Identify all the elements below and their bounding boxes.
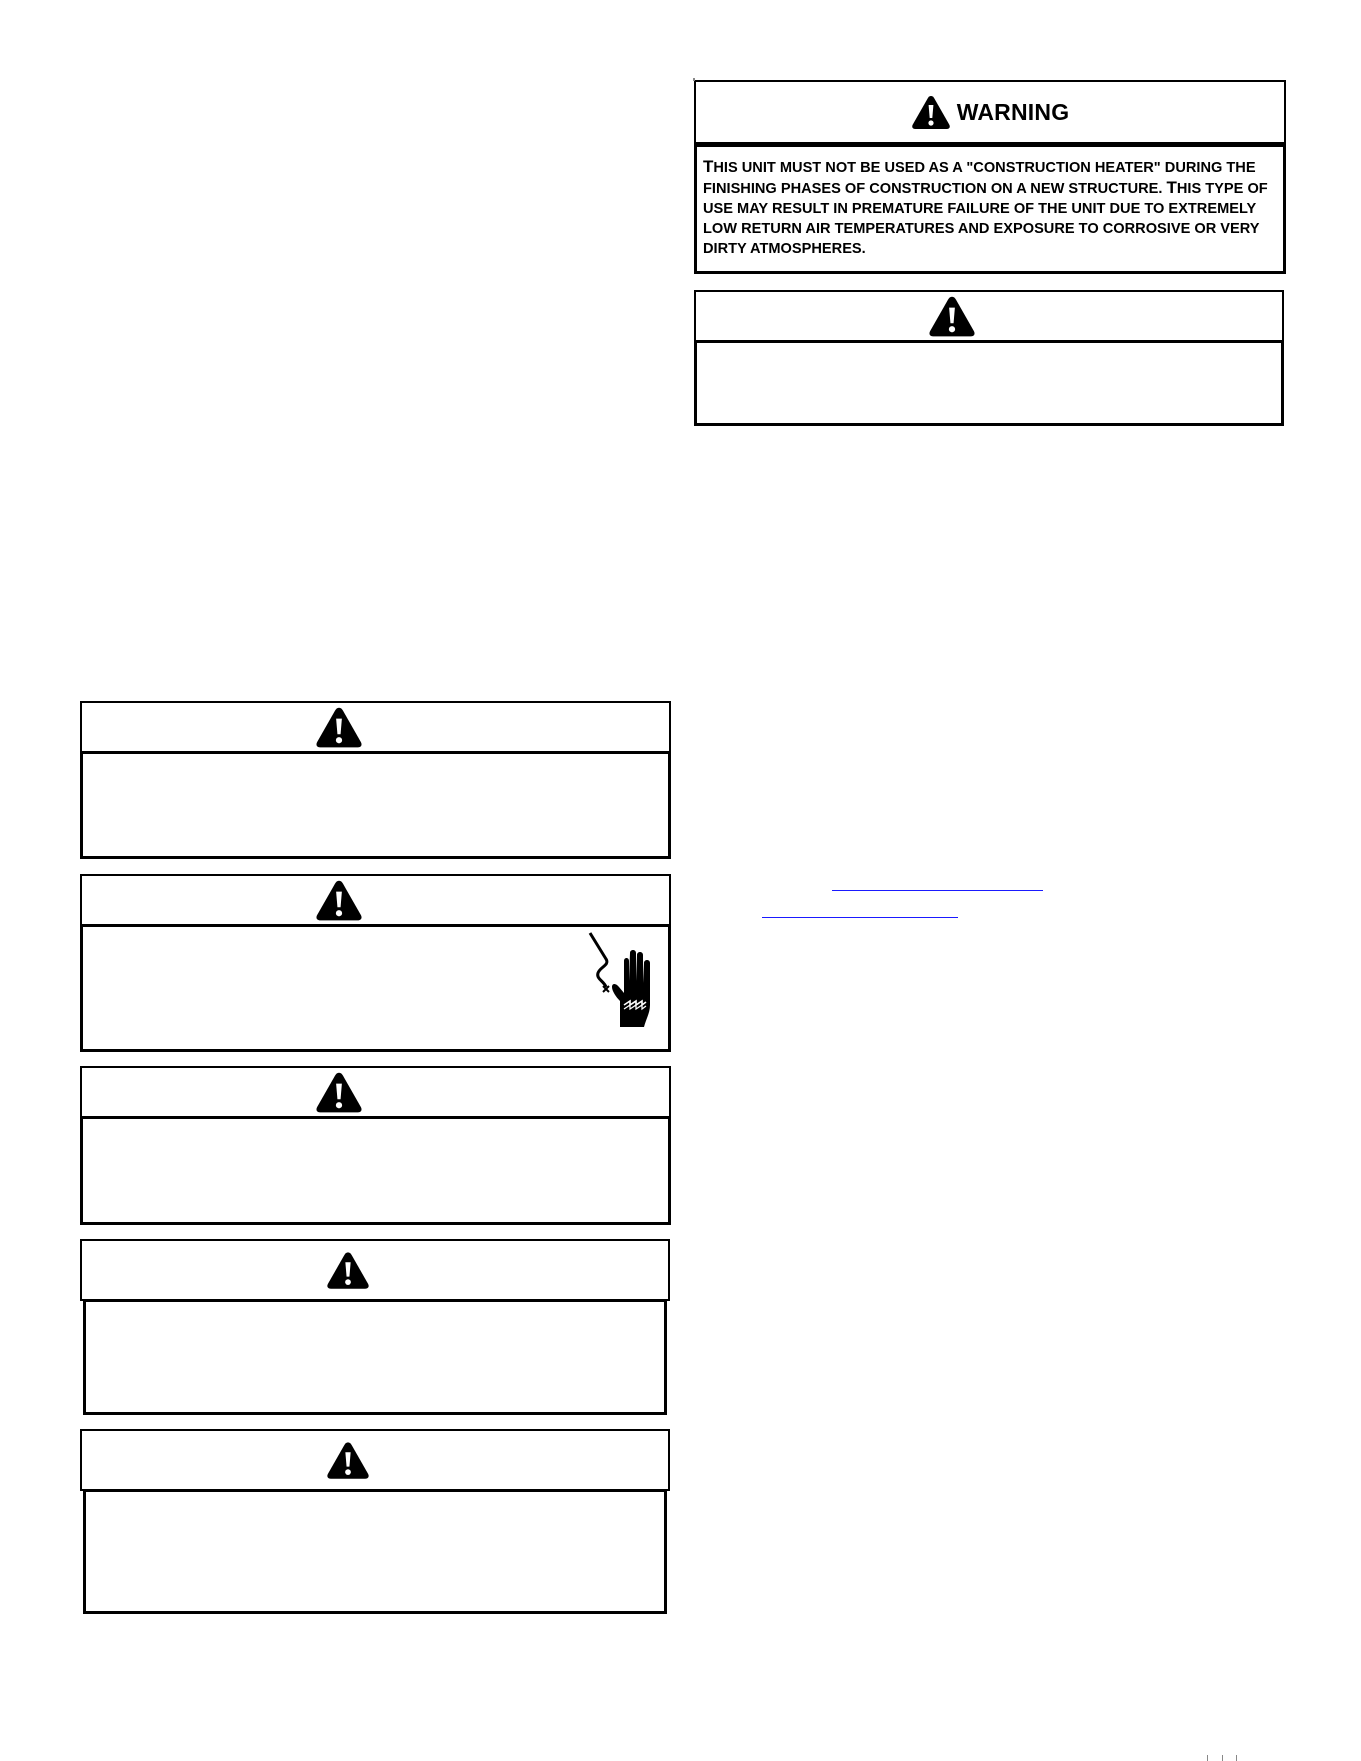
warning-header (80, 1239, 670, 1301)
warning-box-6 (80, 1239, 670, 1415)
warning-line-2: FINISHING PHASES OF CONSTRUCTION ON A NEW STRUCTURE. THIS TYPE OF (703, 178, 1268, 197)
warning-body (80, 751, 671, 859)
warning-header (694, 290, 1284, 342)
warning-line-5: DIRTY ATMOSPHERES. (703, 241, 866, 257)
warning-box-2 (694, 290, 1284, 426)
warning-line-4: LOW RETURN AIR TEMPERATURES AND EXPOSURE TO CORROSIVE OR VERY (703, 221, 1260, 237)
edge-mark (1207, 1755, 1208, 1761)
warning-body (83, 1299, 667, 1415)
hyperlink-underline[interactable] (832, 890, 1043, 891)
warning-triangle-icon (315, 1070, 363, 1114)
warning-triangle-icon (326, 1250, 370, 1290)
electrical-shock-hand-icon (586, 931, 662, 1031)
warning-triangle-icon (315, 878, 363, 922)
warning-body (80, 924, 671, 1052)
edge-mark (1222, 1755, 1223, 1761)
warning-triangle-icon (326, 1440, 370, 1480)
warning-text (703, 157, 1279, 259)
warning-triangle-icon (928, 294, 976, 338)
warning-body (80, 1116, 671, 1225)
warning-header (80, 1066, 671, 1118)
warning-title: WARNING (956, 98, 1070, 125)
warning-box-3 (80, 701, 671, 859)
warning-triangle-icon (911, 94, 951, 130)
warning-header (80, 874, 671, 926)
warning-body (83, 1489, 667, 1614)
warning-line-3: USE MAY RESULT IN PREMATURE FAILURE OF THE UNIT DUE TO EXTREMELY (703, 201, 1257, 217)
warning-body (694, 340, 1284, 426)
warning-box-7 (80, 1429, 670, 1614)
warning-triangle-icon (315, 705, 363, 749)
warning-box-construction-heater (694, 80, 1286, 274)
hyperlink-underline[interactable] (762, 917, 958, 918)
warning-header (694, 80, 1286, 144)
warning-body (694, 144, 1286, 274)
warning-box-electrical-shock (80, 874, 671, 1052)
warning-header (80, 701, 671, 753)
warning-line-1: THIS UNIT MUST NOT BE USED AS A "CONSTRUCTION HEATER" DURING THE (703, 157, 1256, 176)
warning-header (80, 1429, 670, 1491)
edge-mark (693, 78, 695, 81)
warning-box-5 (80, 1066, 671, 1225)
edge-mark (1236, 1755, 1237, 1761)
